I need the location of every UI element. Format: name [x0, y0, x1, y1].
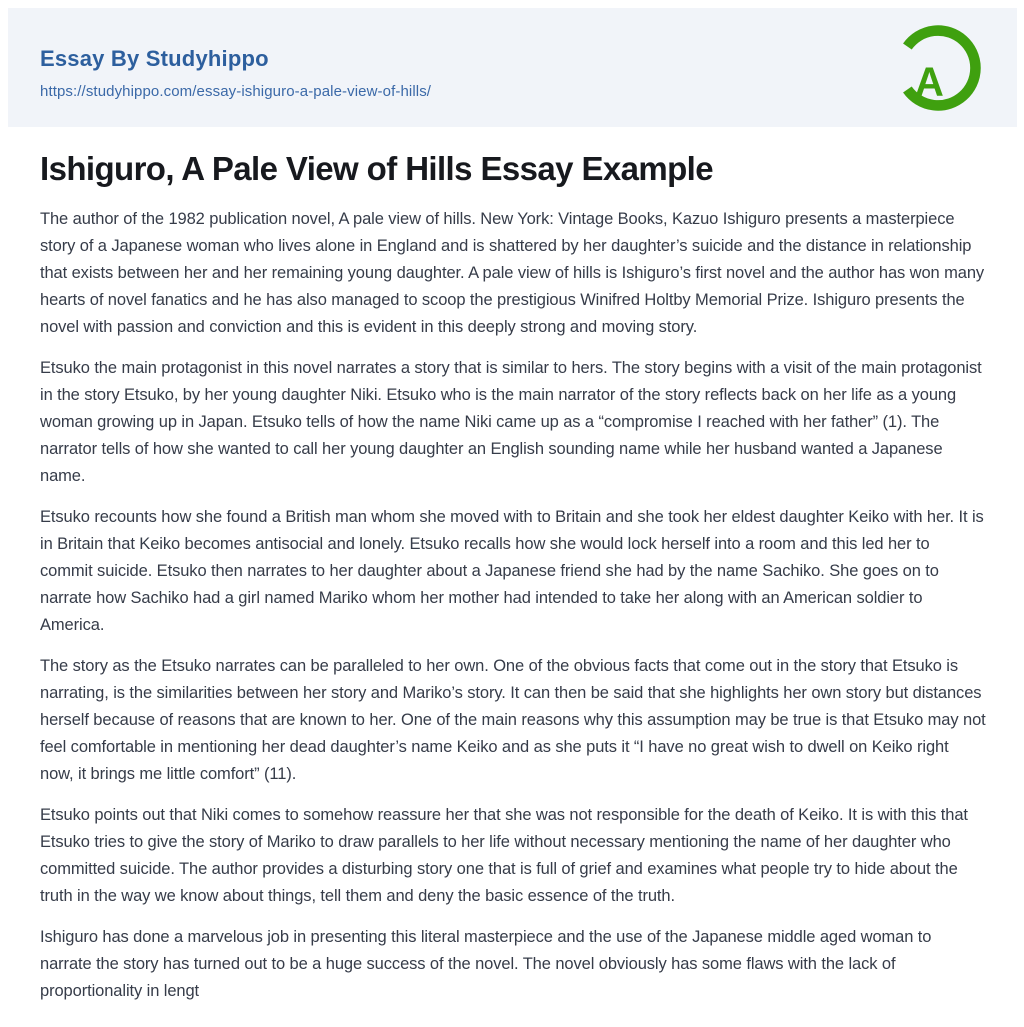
essay-title: Ishiguro, A Pale View of Hills Essay Example — [40, 150, 713, 187]
essay-paragraph: Ishiguro has done a marvelous job in presenting this literal masterpiece and the use of the Japanese middle aged woman to narrate the story has turned out to be a huge success of the novel. The novel obviously has some flaws with the lack of proportionality in lengt — [40, 928, 932, 1001]
studyhippo-logo — [890, 20, 986, 116]
essay-article — [0, 127, 1024, 1019]
essay-paragraph: The story as the Etsuko narrates can be paralleled to her own. One of the obvious facts that come out in the story that Etsuko is narrating, is the similarities between her story and Mariko’s story. It can then be said that she highlights her own story but distances herself because of reasons that are known to her. One of the main reasons why this assumption may be true is that Etsuko may not feel comfortable in mentioning her dead daughter’s name Keiko and as she puts it “I have no great wish to dwell on Keiko right now, it brings me little comfort” (11). — [40, 657, 986, 784]
logo-letter: A — [914, 58, 944, 105]
site-label: Essay By Studyhippo — [40, 46, 269, 71]
essay-paragraph: The author of the 1982 publication novel, A pale view of hills. New York: Vintage Books, Kazuo Ishiguro presents a masterpiece story of a Japanese woman who lives alone in England and is shattered by her daughter’s suicide and the distance in relationship that exists between her and her remaining young daughter. A pale view of hills is Ishiguro’s first novel and the author has won many hearts of novel fanatics and he has also managed to scoop the prestigious Winifred Holtby Memorial Prize. Ishiguro presents the novel with passion and conviction and this is evident in this deeply strong and moving story. — [40, 210, 985, 337]
essay-paragraph: Etsuko points out that Niki comes to somehow reassure her that she was not responsible for the death of Keiko. It is with this that Etsuko tries to give the story of Mariko to draw parallels to her life without necessary mentioning the name of her daughter who committed suicide. The author provides a disturbing story one that is full of grief and examines what people try to hide about the truth in the way we know about things, tell them and deny the basic essence of the truth. — [40, 806, 968, 906]
source-url-link[interactable]: https://studyhippo.com/essay-ishiguro-a-pale-view-of-hills/ — [40, 83, 432, 101]
page-header — [8, 8, 1017, 127]
essay-paragraph: Etsuko recounts how she found a British man whom she moved with to Britain and she took her eldest daughter Keiko with her. It is in Britain that Keiko becomes antisocial and lonely. Etsuko recalls how she would lock herself into a room and this led her to commit suicide. Etsuko then narrates to her daughter about a Japanese friend she had by the name Sachiko. She goes on to narrate how Sachiko had a girl named Mariko whom her mother had intended to take her along with an American soldier to America. — [40, 508, 984, 635]
essay-paragraph: Etsuko the main protagonist in this novel narrates a story that is similar to hers. The story begins with a visit of the main protagonist in the story Etsuko, by her young daughter Niki. Etsuko who is the main narrator of the story reflects back on her life as a young woman growing up in Japan. Etsuko tells of how the name Niki came up as a “compromise I reached with her father” (1). The narrator tells of how she wanted to call her young daughter an English sounding name while her husband wanted a Japanese name. — [40, 359, 982, 486]
